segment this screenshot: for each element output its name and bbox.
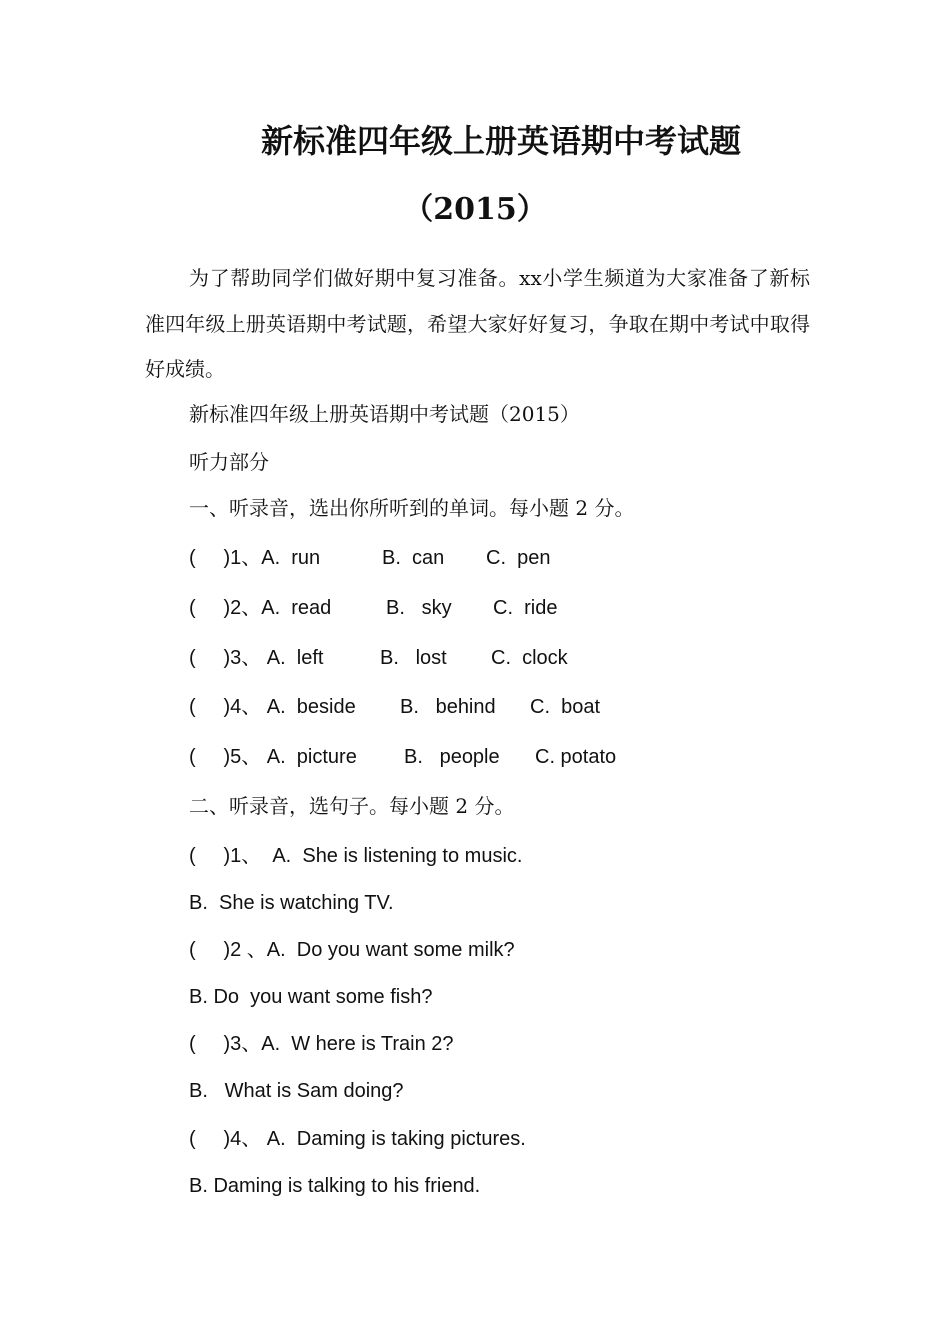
option-c: C. pen: [486, 547, 551, 569]
item-number-a: ( )1、A. run: [189, 547, 321, 569]
part2-line-1: ( )1、 A. She is listening to music.: [189, 845, 523, 867]
part2-line-7: ( )4、 A. Daming is taking pictures.: [189, 1128, 526, 1150]
option-c: C. clock: [491, 647, 568, 669]
option-b: B. sky: [386, 597, 452, 619]
part2-heading: 二、听录音，选句子。每小题 2 分。: [189, 794, 515, 818]
part2-line-3: ( )2 、A. Do you want some milk?: [189, 939, 515, 961]
option-c: C. potato: [535, 746, 617, 768]
section-listening: 听力部分: [189, 450, 269, 474]
item-number-a: ( )5、 A. picture: [189, 746, 357, 768]
part2-line-4: B. Do you want some fish?: [189, 986, 433, 1008]
part1-heading: 一、听录音，选出你所听到的单词。每小题 2 分。: [189, 496, 635, 520]
part2-line-8: B. Daming is talking to his friend.: [189, 1175, 481, 1197]
item-number-a: ( )4、 A. beside: [189, 696, 356, 718]
option-b: B. can: [382, 547, 445, 569]
item-number-a: ( )2、A. read: [189, 597, 332, 619]
part2-line-2: B. She is watching TV.: [189, 892, 394, 914]
option-c: C. boat: [530, 696, 601, 718]
option-b: B. lost: [380, 647, 447, 669]
subtitle: 新标准四年级上册英语期中考试题（2015）: [189, 402, 580, 426]
intro-paragraph: 为了帮助同学们做好期中复习准备。xx小学生频道为大家准备了新标准四年级上册英语期中考试题，希望大家好好复习，争取在期中考试中取得好成绩。: [145, 266, 810, 381]
part2-line-5: ( )3、A. W here is Train 2?: [189, 1033, 454, 1055]
option-b: B. people: [404, 746, 500, 768]
document-year: （2015）: [403, 192, 547, 227]
part2-line-6: B. What is Sam doing?: [189, 1080, 404, 1102]
option-b: B. behind: [400, 696, 496, 718]
option-c: C. ride: [493, 597, 558, 619]
item-number-a: ( )3、 A. left: [189, 647, 324, 669]
document-title: 新标准四年级上册英语期中考试题: [260, 122, 741, 160]
